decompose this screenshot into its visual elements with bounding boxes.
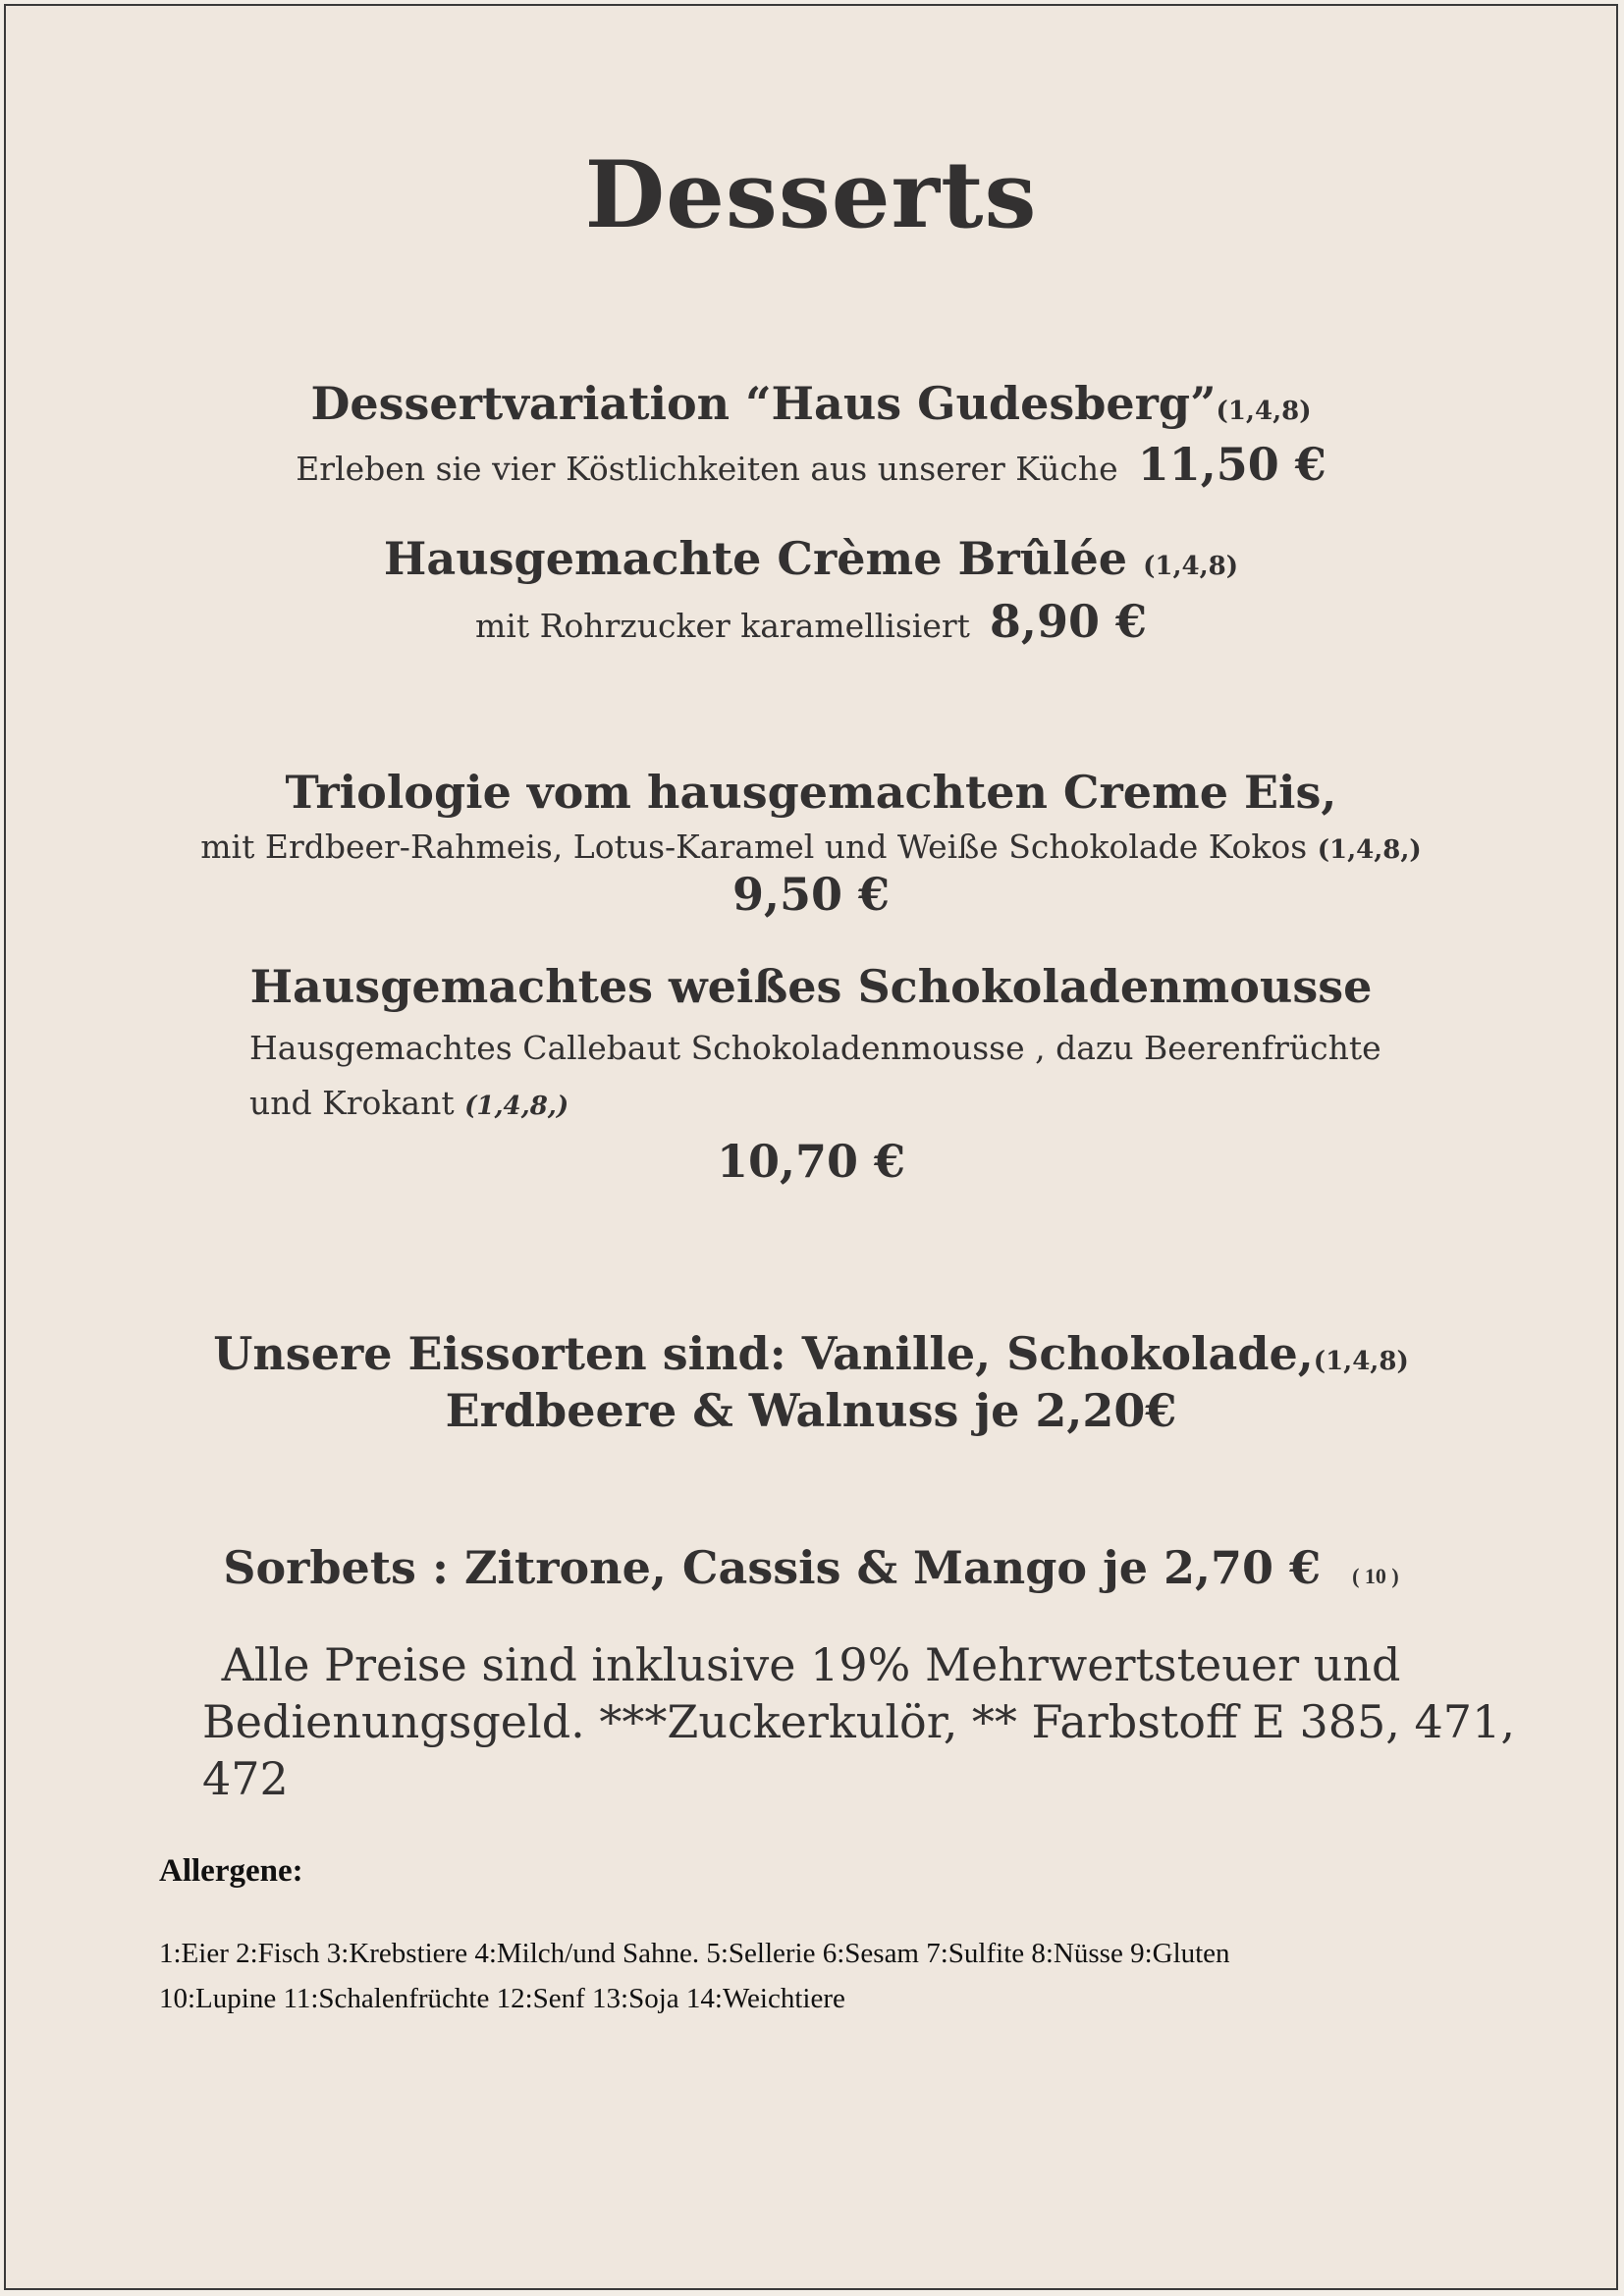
allergen-codes: (1,4,8)	[1313, 1347, 1409, 1376]
allergen-legend-line1: 1:Eier 2:Fisch 3:Krebstiere 4:Milch/und Sahne. 5:Sellerie 6:Sesam 7:Sulfite 8:Nüsse 9:Gluten	[159, 1938, 1230, 1969]
item-price: 9,50 €	[731, 868, 891, 921]
price-note-line1: Alle Preise sind inklusive 19% Mehrwertsteuer und	[221, 1638, 1401, 1691]
menu-item-title	[6, 532, 1616, 585]
item-description: mit Erdbeer-Rahmeis, Lotus-Karamel und Weiße Schokolade Kokos	[200, 828, 1308, 866]
menu-item-description	[6, 595, 1616, 648]
item-description: Hausgemachtes Callebaut Schokoladenmousse , dazu Beerenfrüchte	[249, 1029, 1381, 1067]
item-name: Dessertvariation “Haus Gudesberg”	[310, 377, 1217, 430]
menu-item-title	[6, 377, 1616, 430]
item-name: Triologie vom hausgemachten Creme Eis,	[285, 766, 1337, 819]
allergen-codes: (1,4,8)	[1216, 397, 1312, 426]
item-price: 11,50 €	[1137, 438, 1326, 491]
menu-item-title	[6, 960, 1616, 1013]
ice-cream-flavors-line2: Erdbeere & Walnuss je 2,20€	[445, 1384, 1177, 1437]
item-price: 10,70 €	[716, 1135, 906, 1188]
menu-page	[4, 4, 1618, 2290]
menu-item-description	[6, 828, 1616, 866]
item-name: Hausgemachtes weißes Schokoladenmousse	[249, 960, 1373, 1013]
allergen-codes: ( 10 )	[1352, 1564, 1399, 1588]
price-note-line3: 472	[202, 1752, 289, 1805]
sorbets: Sorbets : Zitrone, Cassis & Mango je 2,70 € ( 10 )	[223, 1541, 1399, 1594]
item-description: und Krokant (1,4,8,)	[249, 1084, 569, 1122]
allergen-legend-line2: 10:Lupine 11:Schalenfrüchte 12:Senf 13:Soja 14:Weichtiere	[159, 1983, 845, 2014]
allergen-codes: (1,4,8)	[1143, 552, 1239, 581]
menu-item-title	[6, 766, 1616, 819]
item-description: Erleben sie vier Köstlichkeiten aus unserer Küche	[296, 450, 1118, 488]
page-title: Desserts	[584, 141, 1038, 249]
item-price: 8,90 €	[989, 595, 1147, 648]
allergen-heading: Allergene:	[159, 1853, 303, 1889]
allergen-codes: (1,4,8,)	[1317, 835, 1422, 865]
menu-item-description	[6, 438, 1616, 491]
ice-cream-flavors: Unsere Eissorten sind: Vanille, Schokolade,(1,4,8)	[213, 1327, 1409, 1380]
item-description: mit Rohrzucker karamellisiert	[475, 607, 970, 645]
price-note-line2: Bedienungsgeld. ***Zuckerkulör, ** Farbstoff E 385, 471,	[202, 1695, 1515, 1748]
item-name: Hausgemachte Crème Brûlée	[383, 532, 1128, 585]
allergen-codes: (1,4,8,)	[464, 1092, 569, 1121]
